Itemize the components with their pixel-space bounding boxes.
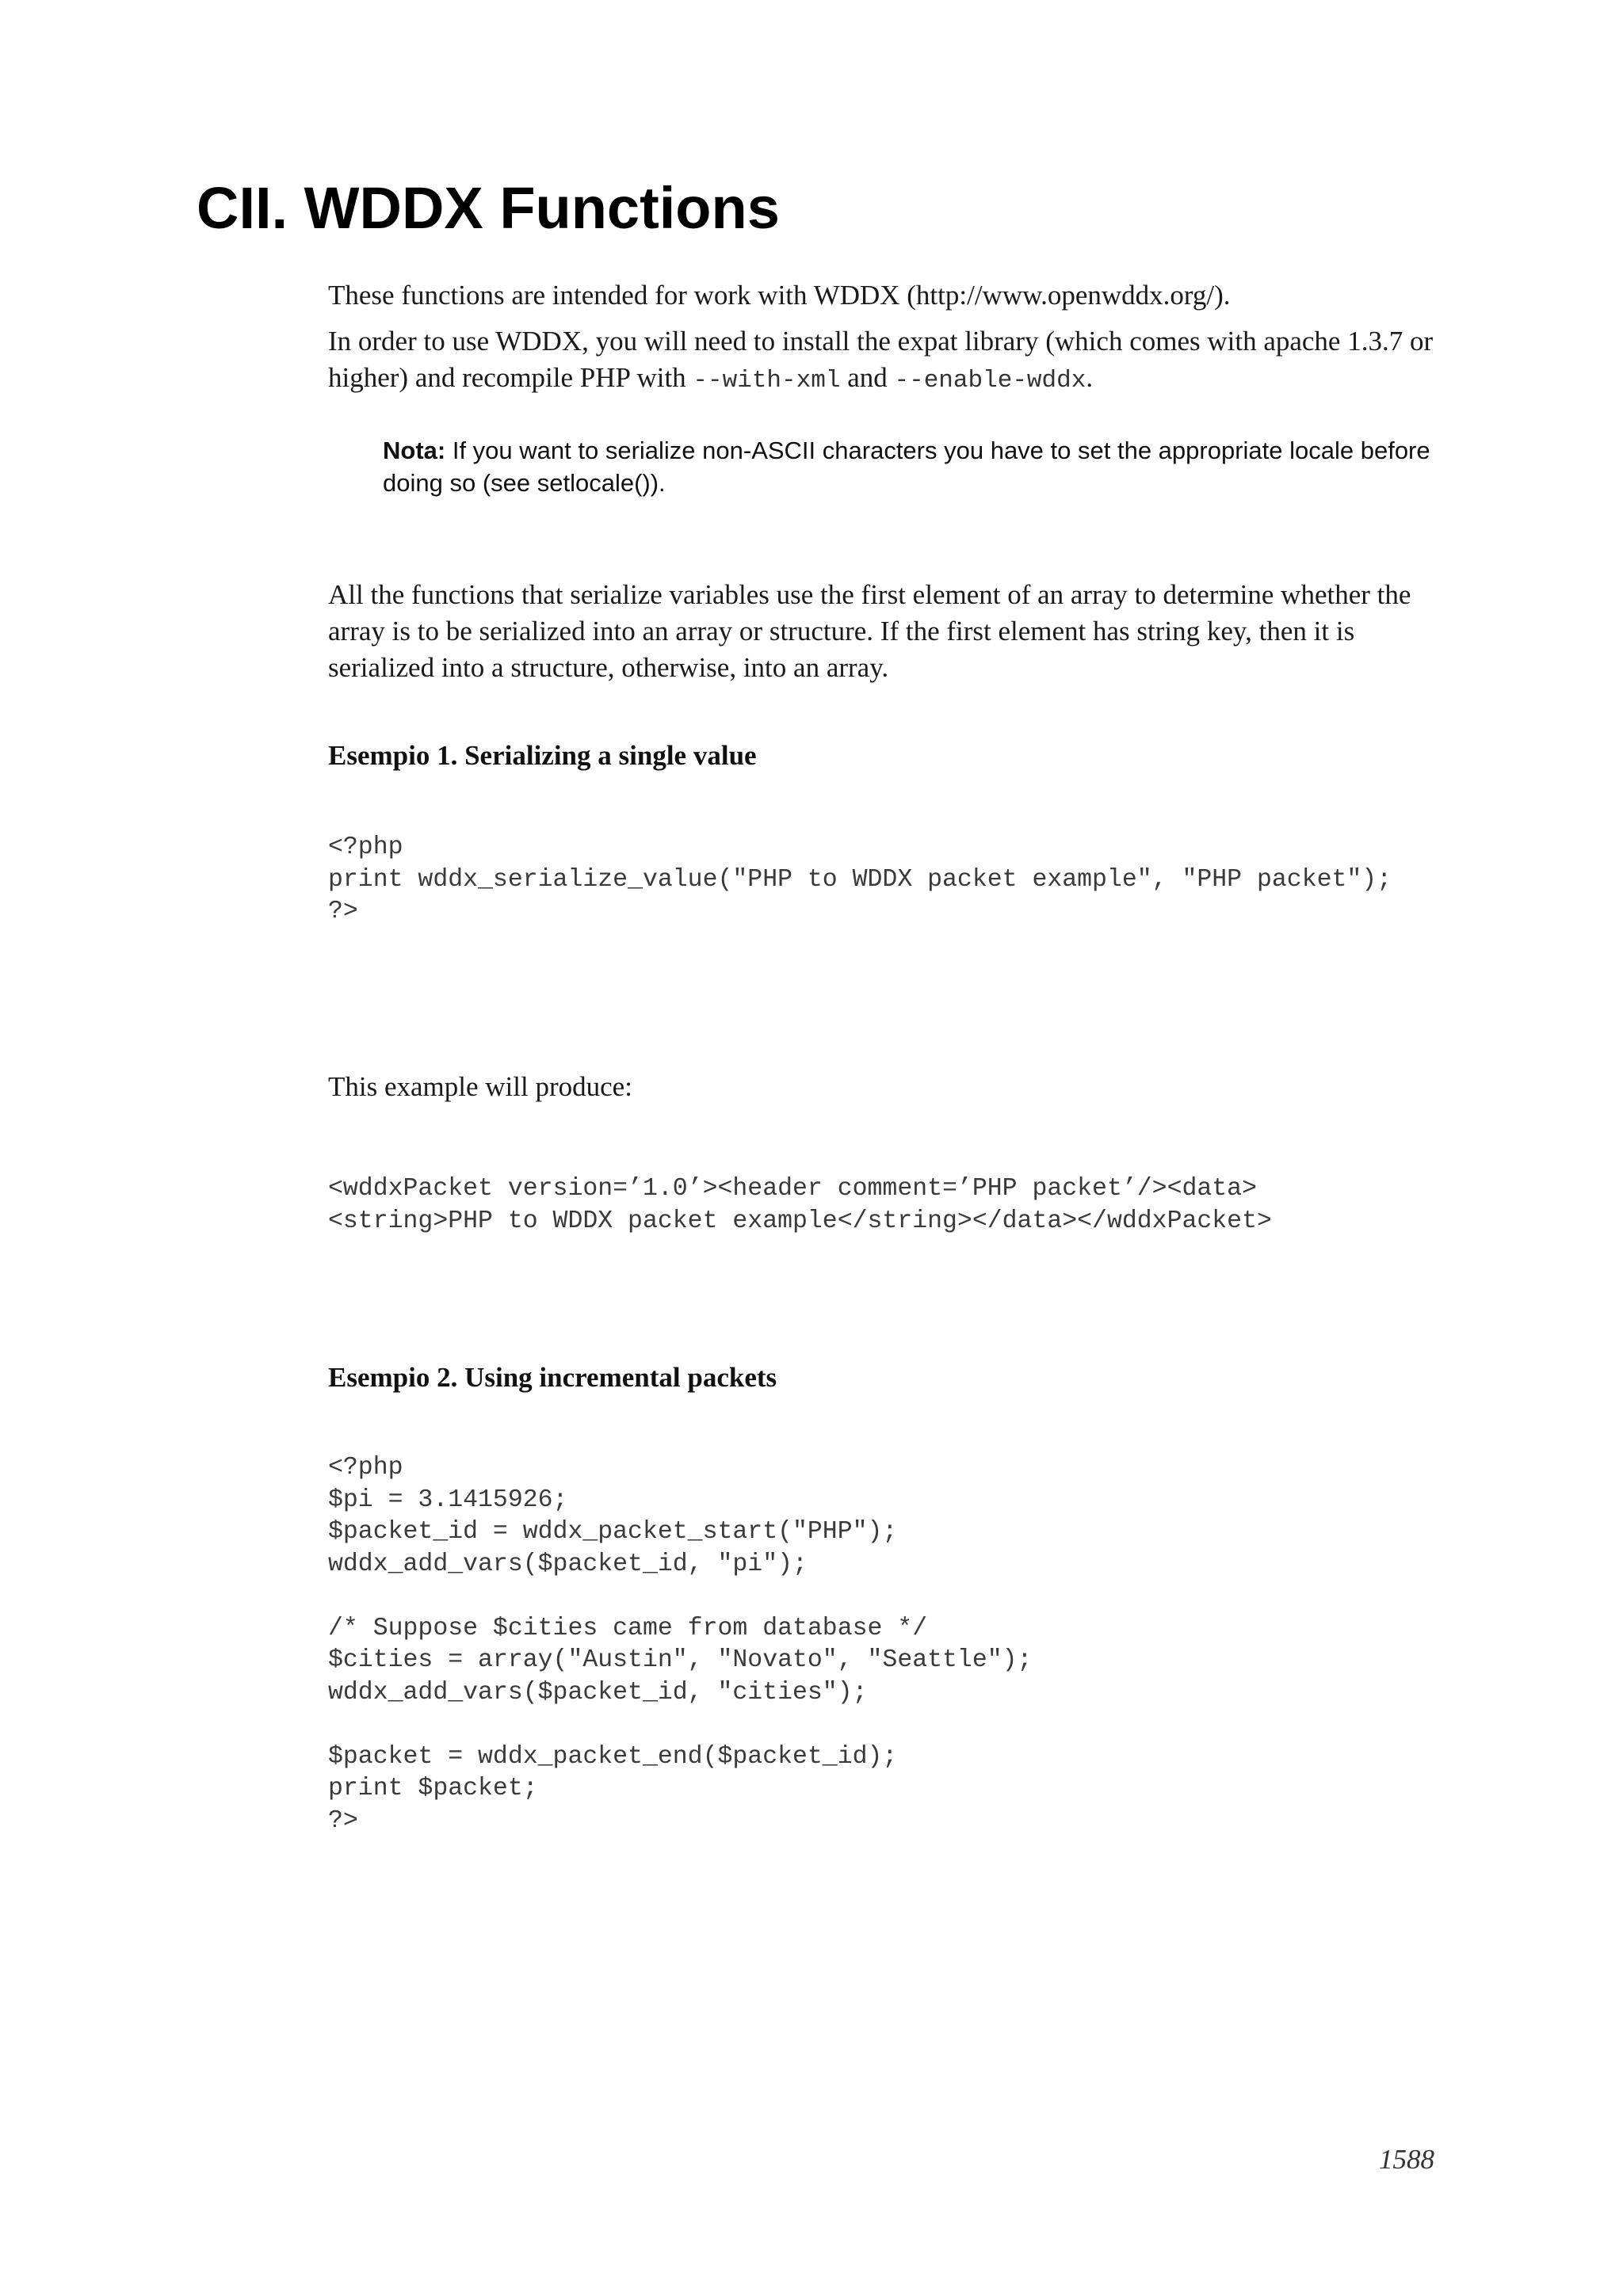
serialize-section xyxy=(328,577,1438,686)
enable-wddx-option: --enable-wddx xyxy=(894,367,1086,395)
with-xml-option: --with-xml xyxy=(693,367,841,395)
intro-section xyxy=(328,277,1438,399)
intro-paragraph-1: These functions are intended for work with WDDX (http://www.openwddx.org/). xyxy=(328,280,1231,311)
note-box xyxy=(383,434,1437,499)
example-1-title: Esempio 1. Serializing a single value xyxy=(328,740,757,771)
note-text: If you want to serialize non-ASCII characters you have to set the appropriate locale before doing so (see setlocale()). xyxy=(383,437,1430,497)
intro-p2-text-after: . xyxy=(1086,362,1094,393)
example-2-code: <?php $pi = 3.1415926; $packet_id = wddx_packet_start("PHP"); wddx_add_vars($packet_id, "pi"); /* Suppose $cities came from database */ $cities = array("Austin", "Novato", "Seattle"); wddx_add_vars($packet_id, "cities"); $packet = wddx_packet_end($packet_id); print $packet; ?> xyxy=(328,1454,1033,1835)
serialize-paragraph: All the functions that serialize variables use the first element of an array to determine whether the array is to be serialized into an array or structure. If the first element has string key, then it is serialized into a structure, otherwise, into an array. xyxy=(328,579,1411,683)
page-number: 1588 xyxy=(1379,2144,1434,2175)
note-label: Nota: xyxy=(383,437,446,464)
example-1-code: <?php print wddx_serialize_value("PHP to WDDX packet example", "PHP packet"); ?> xyxy=(328,833,1392,925)
chapter-title: CII. WDDX Functions xyxy=(197,175,780,241)
example-1-output-intro: This example will produce: xyxy=(328,1071,632,1102)
example-2-title: Esempio 2. Using incremental packets xyxy=(328,1362,777,1393)
intro-p2-text-before: In order to use WDDX, you will need to install the expat library (which comes with apache 1.3.7 or higher) and recompile PHP with xyxy=(328,326,1434,393)
example-1-output: <wddxPacket version=’1.0’><header comment=’PHP packet’/><data> <string>PHP to WDDX packet example</string></data></wddxPacket> xyxy=(328,1175,1272,1235)
intro-paragraph-2 xyxy=(328,323,1438,399)
intro-p2-text-mid: and xyxy=(840,362,895,393)
